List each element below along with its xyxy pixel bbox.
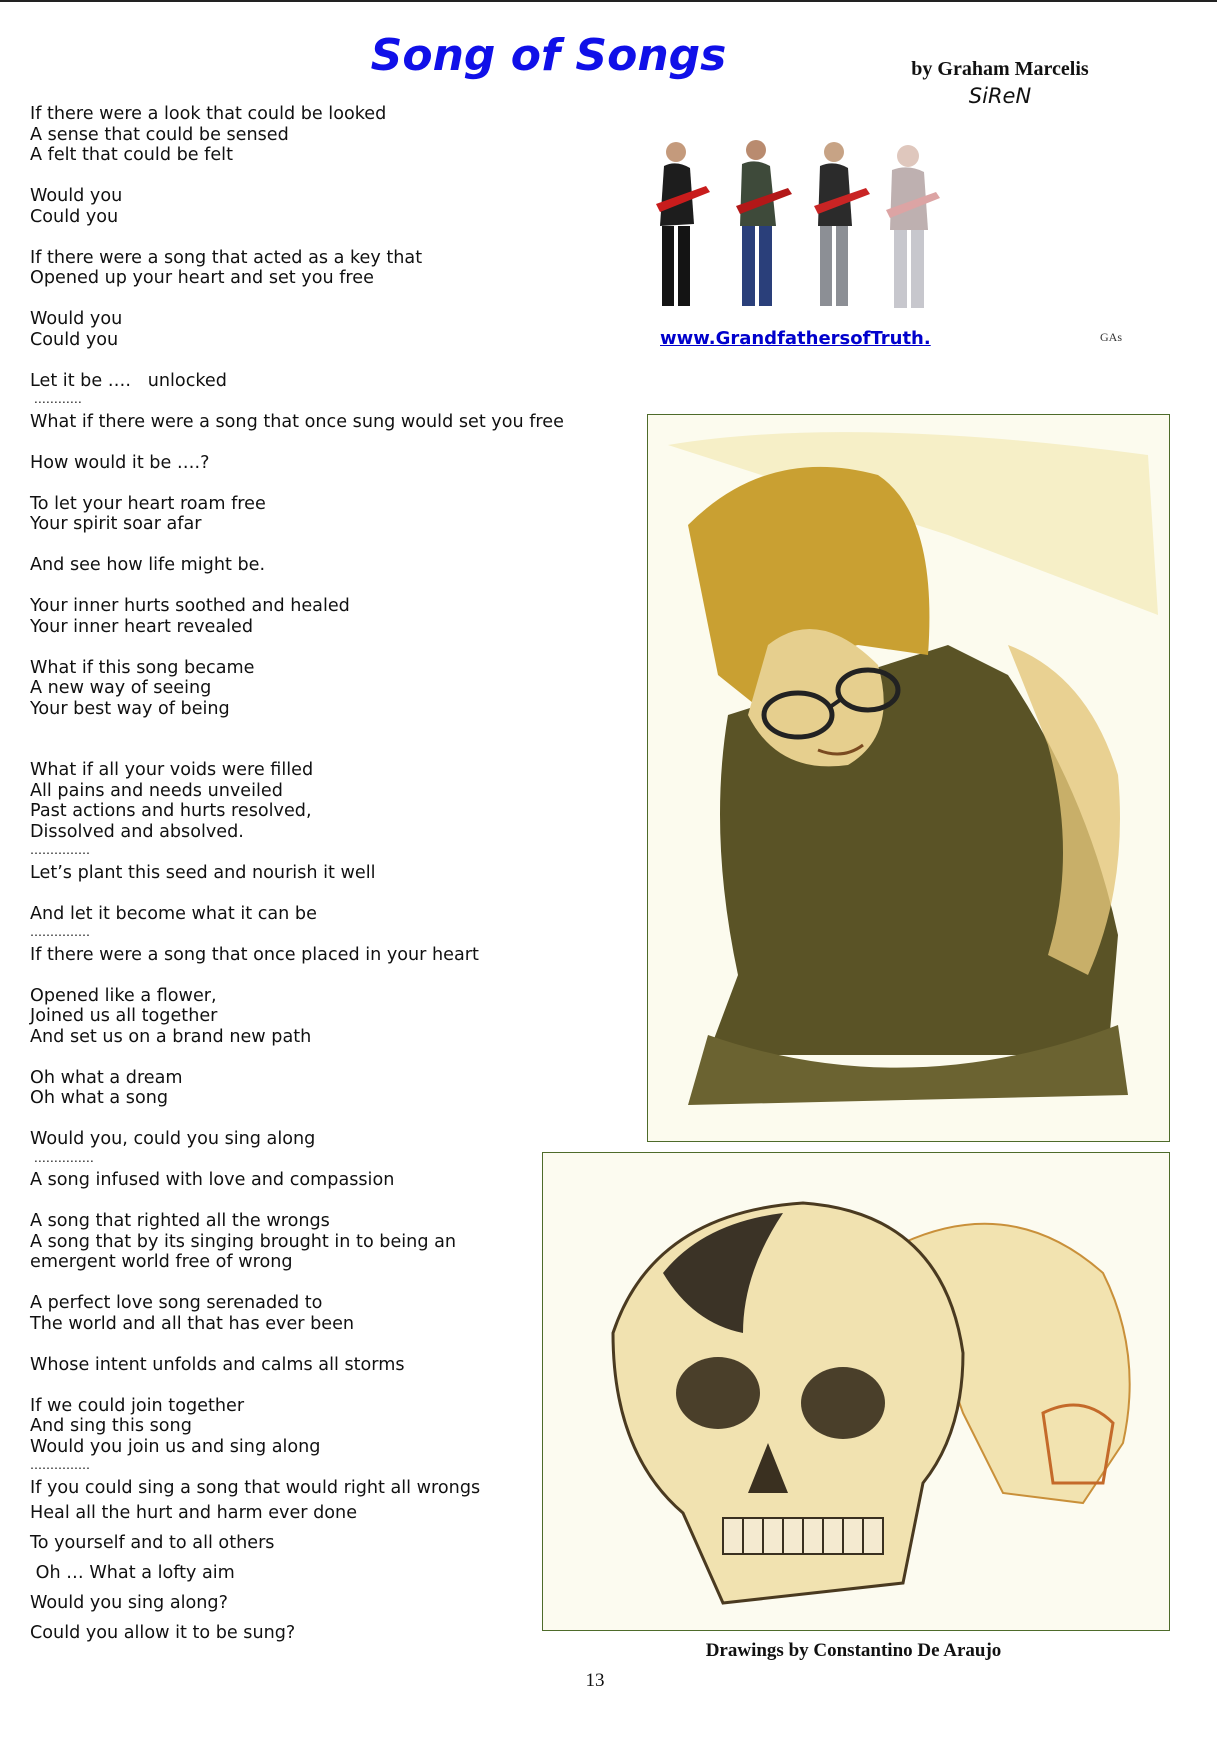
poem-line: Whose intent unfolds and calms all storms: [30, 1354, 405, 1375]
poem-line: And sing this song: [30, 1416, 192, 1436]
poem-line: If there were a song that once placed in your heart: [30, 944, 479, 965]
poem-line: A perfect love song serenaded to: [30, 1293, 323, 1313]
poem-line: If you could sing a song that would right all wrongs: [30, 1477, 481, 1498]
poem-line: Past actions and hurts resolved,: [30, 801, 312, 821]
poem-line: If we could join together: [30, 1395, 245, 1416]
poem-line: ……………: [30, 1458, 90, 1472]
poem-line: Your best way of being: [30, 698, 230, 719]
poem-line: And let it become what it can be: [30, 903, 317, 924]
poem-line: [30, 740, 670, 761]
poem-line: Opened like a flower,: [30, 985, 217, 1006]
skull-sketch: [543, 1153, 1169, 1630]
guitarists-illustration: [636, 134, 956, 312]
poem-line: The world and all that has ever been: [30, 1313, 355, 1334]
poem-line: [30, 883, 670, 904]
poem-line: Could you allow it to be sung?: [30, 1623, 296, 1643]
poem-line: A song infused with love and compassion: [30, 1170, 395, 1190]
poem-line: Dissolved and absolved.: [30, 821, 244, 842]
poem-line: [30, 535, 670, 556]
poem-line: What if there were a song that once sung would set you free: [30, 411, 564, 432]
poem-line: ……………: [30, 843, 90, 857]
poem-line: Your spirit soar afar: [30, 514, 202, 534]
poem-line: Heal all the hurt and harm ever done: [30, 1503, 358, 1523]
poem-line: A sense that could be sensed: [30, 124, 289, 145]
poem-line: [30, 576, 670, 597]
poem-line: A new way of seeing: [30, 678, 212, 698]
portrait-drawing: [647, 414, 1170, 1142]
poem-line: If there were a look that could be looked: [30, 104, 387, 124]
poem-line: What if this song became: [30, 657, 255, 678]
poem-line: Joined us all together: [30, 1006, 218, 1026]
drawings-caption: Drawings by Constantino De Araujo: [705, 1640, 1002, 1661]
poem-line: A felt that could be felt: [30, 145, 233, 165]
poem-line: All pains and needs unveiled: [30, 780, 283, 801]
poem-line: Oh … What a lofty aim: [30, 1563, 235, 1583]
poem-line: Your inner hurts soothed and healed: [30, 596, 350, 616]
poem-line: Let’s plant this seed and nourish it well: [30, 862, 376, 883]
poem-line: A song that by its singing brought in to being an: [30, 1231, 457, 1252]
poem-line: Oh what a dream: [30, 1067, 183, 1088]
poem-line: [30, 289, 670, 310]
byline: [880, 58, 1120, 108]
poem-line: Opened up your heart and set you free: [30, 268, 374, 288]
poem-line: How would it be ….?: [30, 452, 210, 473]
poem-line: What if all your voids were filled: [30, 760, 314, 780]
poem-line: A song that righted all the wrongs: [30, 1211, 330, 1231]
poem-line: If there were a song that acted as a key that: [30, 247, 423, 268]
portrait-sketch: [648, 415, 1169, 1141]
poem-line: To yourself and to all others: [30, 1533, 275, 1553]
poem-line: Would you, could you sing along: [30, 1129, 316, 1149]
poem-line: And set us on a brand new path: [30, 1026, 312, 1047]
poem-line: [30, 1047, 670, 1068]
top-rule: [0, 0, 1217, 2]
guitarist-figure: [736, 140, 792, 306]
poem-line: emergent world free of wrong: [30, 1252, 293, 1272]
poem-line: [30, 965, 670, 986]
poem-line: Could you: [30, 206, 119, 227]
band-name: SiReN: [968, 84, 1032, 108]
poem-line: ……………: [30, 925, 90, 939]
poem-line: [30, 719, 670, 740]
poem-line: Would you: [30, 186, 123, 206]
poem-line: Oh what a song: [30, 1088, 169, 1108]
page-number: 13: [585, 1670, 605, 1691]
website-link[interactable]: www.GrandfathersofTruth.: [660, 328, 931, 349]
poem-line: ……………: [30, 1150, 94, 1165]
poem-line: Could you: [30, 329, 119, 350]
band-photo: [636, 134, 956, 312]
photo-credit-mark: GAs: [1100, 330, 1123, 344]
poem-line: And see how life might be.: [30, 555, 266, 575]
poem-line: [30, 350, 670, 371]
poem-line: [30, 227, 670, 248]
poem-line: …………: [30, 392, 82, 406]
poem-line: Your inner heart revealed: [30, 616, 254, 637]
poem-line: Would you join us and sing along: [30, 1436, 321, 1457]
poem-line: Let it be …. unlocked: [30, 370, 227, 391]
page-title: Song of Songs: [370, 30, 727, 81]
poem-line: To let your heart roam free: [30, 493, 266, 514]
poem-line: [30, 473, 670, 494]
author-name: by Graham Marcelis: [911, 58, 1089, 80]
skull-drawing: [542, 1152, 1170, 1631]
guitarist-figure: [814, 142, 870, 306]
poem-line: [30, 1109, 670, 1130]
guitarist-figure: [656, 142, 710, 306]
poem-line: [30, 432, 670, 453]
poem-line: [30, 637, 670, 658]
poem-line: Would you: [30, 309, 123, 329]
poem-line: Would you sing along?: [30, 1593, 228, 1613]
guitarist-figure: [886, 145, 940, 308]
poem-line: [30, 166, 670, 187]
